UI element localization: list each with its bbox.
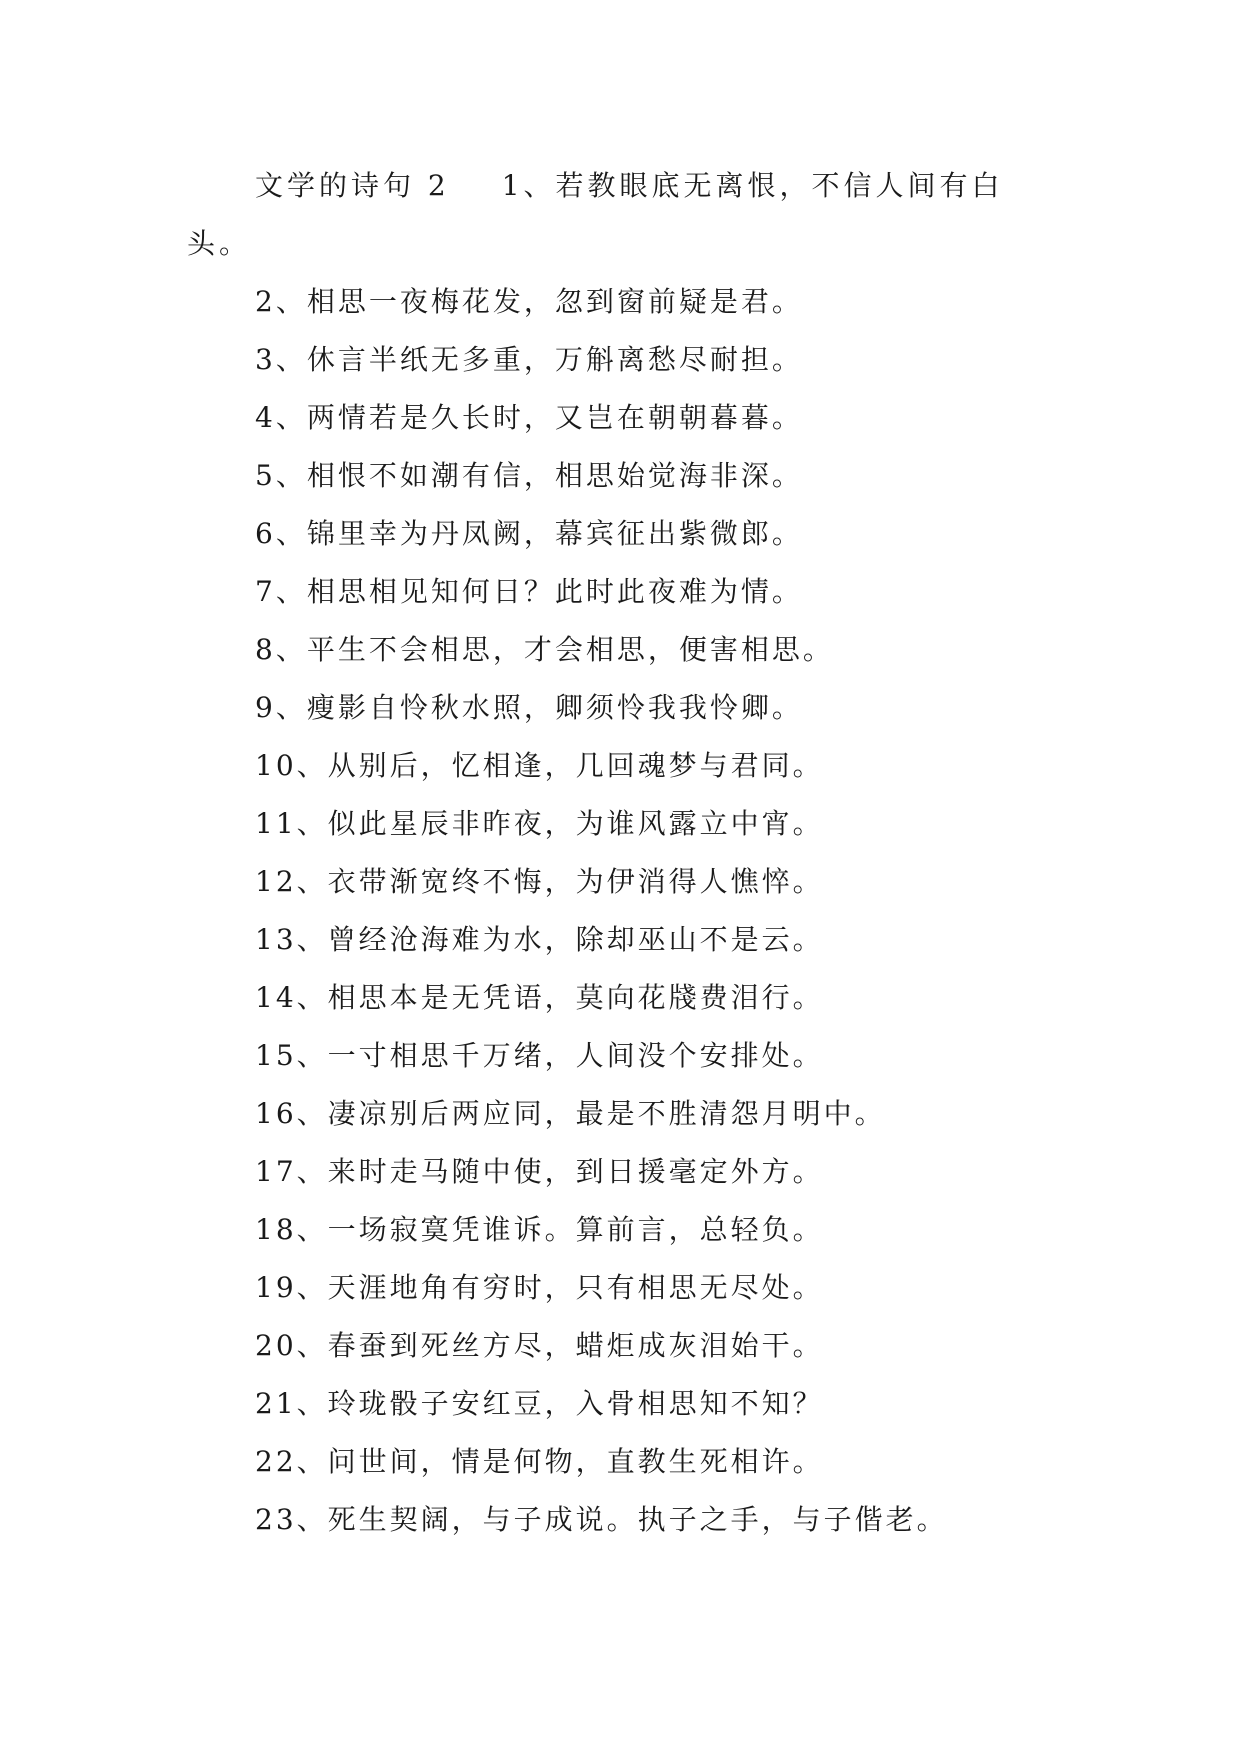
poem-line-1: 1、若教眼底无离恨，不信人间有白头。 xyxy=(187,169,1004,260)
poem-line-18: 18、一场寂寞凭谁诉。算前言，总轻负。 xyxy=(255,1213,824,1246)
poem-line-17: 17、来时走马随中使，到日援毫定外方。 xyxy=(255,1155,824,1188)
poem-line-20: 20、春蚕到死丝方尽，蜡炬成灰泪始干。 xyxy=(255,1329,824,1362)
poem-line-12: 12、衣带渐宽终不悔，为伊消得人憔悴。 xyxy=(255,865,824,898)
poem-line-15: 15、一寸相思千万绪，人间没个安排处。 xyxy=(255,1039,824,1072)
first-paragraph xyxy=(187,157,1067,273)
poem-line-2: 2、相思一夜梅花发，忽到窗前疑是君。 xyxy=(255,285,803,318)
document-body xyxy=(187,157,1067,1549)
poem-line-22: 22、问世间，情是何物，直教生死相许。 xyxy=(255,1445,824,1478)
poem-line-19: 19、天涯地角有穷时，只有相思无尽处。 xyxy=(255,1271,824,1304)
poem-line-13: 13、曾经沧海难为水，除却巫山不是云。 xyxy=(255,923,824,956)
poem-line-8: 8、平生不会相思，才会相思，便害相思。 xyxy=(255,633,834,666)
poem-line-14: 14、相思本是无凭语，莫向花牋费泪行。 xyxy=(255,981,824,1014)
poem-line-5: 5、相恨不如潮有信，相思始觉海非深。 xyxy=(255,459,803,492)
poem-line-10: 10、从别后，忆相逢，几回魂梦与君同。 xyxy=(255,749,824,782)
poem-line-9: 9、瘦影自怜秋水照，卿须怜我我怜卿。 xyxy=(255,691,803,724)
poem-line-11: 11、似此星辰非昨夜，为谁风露立中宵。 xyxy=(255,807,824,840)
document-title: 文学的诗句 2 xyxy=(255,169,450,202)
poem-line-7: 7、相思相见知何日？此时此夜难为情。 xyxy=(255,575,803,608)
poem-line-6: 6、锦里幸为丹凤阙，幕宾征出紫微郎。 xyxy=(255,517,803,550)
poem-line-3: 3、休言半纸无多重，万斛离愁尽耐担。 xyxy=(255,343,803,376)
poem-line-4: 4、两情若是久长时，又岂在朝朝暮暮。 xyxy=(255,401,803,434)
poem-line-21: 21、玲珑骰子安红豆，入骨相思知不知？ xyxy=(255,1387,824,1420)
poem-line-23: 23、死生契阔，与子成说。执子之手，与子偕老。 xyxy=(255,1503,948,1536)
poem-line-16: 16、凄凉别后两应同，最是不胜清怨月明中。 xyxy=(255,1097,886,1130)
